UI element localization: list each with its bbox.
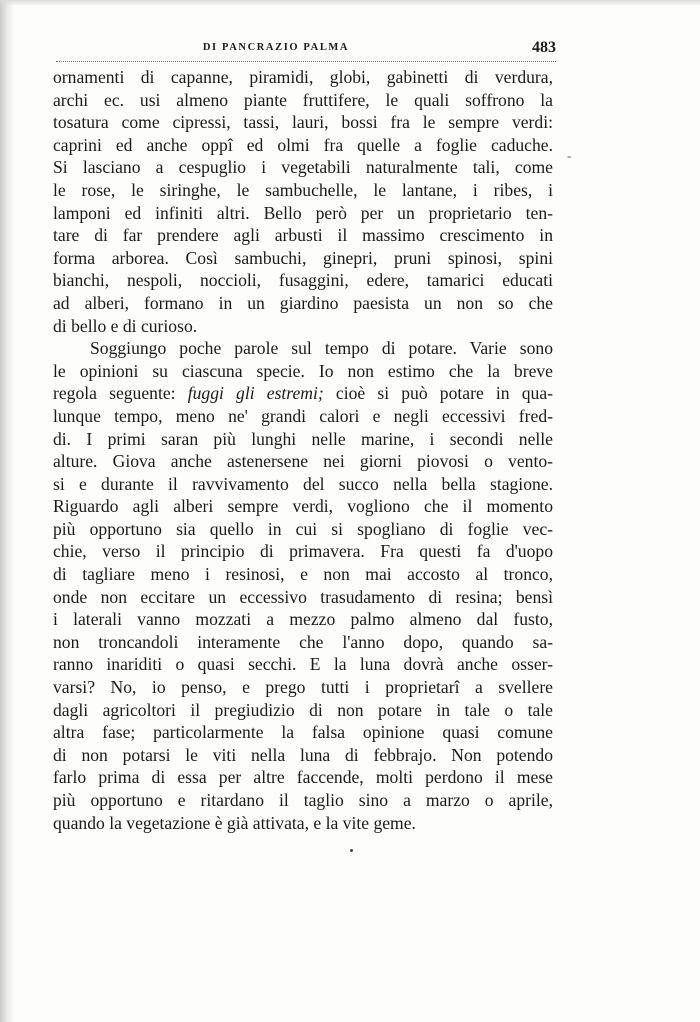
text-line-tail: cioè si può potare in qua- — [335, 383, 553, 404]
text-line: Si lasciano a cespuglio i vegetabili naturalmente tali, come — [53, 157, 553, 178]
text-line: bianchi, nespoli, noccioli, fusaggini, edere, tamarici educati — [53, 270, 553, 291]
text-line: altra fase; particolarmente la falsa opinione quasi comune — [53, 722, 553, 743]
text-line: caprini ed anche oppî ed olmi fra quelle a foglie caduche. — [53, 134, 553, 155]
body-text — [53, 66, 553, 834]
text-line: lunque tempo, meno ne' grandi calori e negli eccessivi fred- — [53, 405, 553, 426]
text-line-paragraph-end: quando la vegetazione è già attivata, e la vite geme. — [53, 812, 416, 833]
text-line: le opinioni su ciascuna specie. Io non estimo che la breve — [53, 360, 553, 381]
text-line: ornamenti di capanne, piramidi, globi, gabinetti di verdura, — [53, 67, 553, 87]
text-line: più opportuno sia quello in cui si spogliano di foglie vec- — [53, 518, 553, 539]
page-top-shadow — [0, 0, 700, 6]
text-line: forma arborea. Così sambuchi, ginepri, pruni spinosi, spini — [53, 247, 553, 268]
margin-mark: - — [567, 148, 572, 163]
running-head-title: DI PANCRAZIO PALMA — [202, 42, 350, 53]
header-rule — [56, 61, 556, 62]
text-line: alture. Giova anche astenersene nei giorni piovosi o vento- — [53, 451, 553, 472]
text-line: di non potarsi le viti nella luna di febbrajo. Non potendo — [53, 744, 553, 765]
running-head — [56, 28, 556, 64]
text-line: tare di far prendere agli arbusti il massimo crescimento in — [53, 225, 553, 246]
text-line: lamponi ed infiniti altri. Bello però per un proprietario ten- — [53, 202, 553, 223]
text-line: ranno inariditi o quasi secchi. E la luna dovrà anche osser- — [53, 654, 553, 675]
text-line: tosatura come cipressi, tassi, lauri, bossi fra le sempre verdi: — [53, 112, 553, 133]
page-edge-shadow — [0, 0, 14, 1022]
text-line: Riguardo agli alberi sempre verdi, vogliono che il momento — [53, 496, 553, 517]
text-line: di. I primi saran più lunghi nelle marine, i secondi nelle — [53, 428, 553, 449]
text-line: più opportuno e ritardano il taglio sino a marzo o aprile, — [53, 790, 553, 810]
text-line: dagli agricoltori il pregiudizio di non potare in tale o tale — [53, 699, 553, 720]
text-line-paragraph-end: di bello e di curioso. — [53, 315, 198, 336]
text-line: chie, verso il principio di primavera. Fra questi fa d'uopo — [53, 541, 553, 562]
text-line: farlo prima di essa per altre faccende, molti perdono il mese — [53, 767, 553, 788]
text-line: si e durante il ravvivamento del succo nella bella stagione. — [53, 473, 553, 494]
text-line: ad alberi, formano in un giardino paesista un non so che — [53, 292, 553, 313]
text-line: le rose, le siringhe, le sambuchelle, le lantane, i ribes, i — [53, 179, 553, 200]
page-number: 483 — [532, 39, 556, 56]
text-line: varsi? No, io penso, e prego tutti i proprietarî a svellere — [53, 677, 553, 698]
text-line: non troncandoli interamente che l'anno dopo, quando sa- — [53, 631, 553, 652]
text-line: i laterali vanno mozzati a mezzo palmo almeno dal fusto, — [53, 609, 553, 630]
italic-phrase: fuggi gli estremi; — [187, 383, 324, 404]
text-line: onde non eccitare un eccessivo trasudamento di resina; bensì — [53, 586, 553, 607]
text-line-lead: regola seguente: — [53, 383, 176, 404]
text-line: di tagliare meno i resinosi, e non mai accosto al tronco, — [53, 564, 553, 585]
ink-dot — [350, 849, 353, 852]
text-line-paragraph-start: Soggiungo poche parole sul tempo di potare. Varie sono — [90, 338, 553, 359]
text-line-with-italic — [53, 382, 553, 405]
text-line: archi ec. usi almeno piante fruttifere, le quali soffrono la — [53, 89, 553, 110]
